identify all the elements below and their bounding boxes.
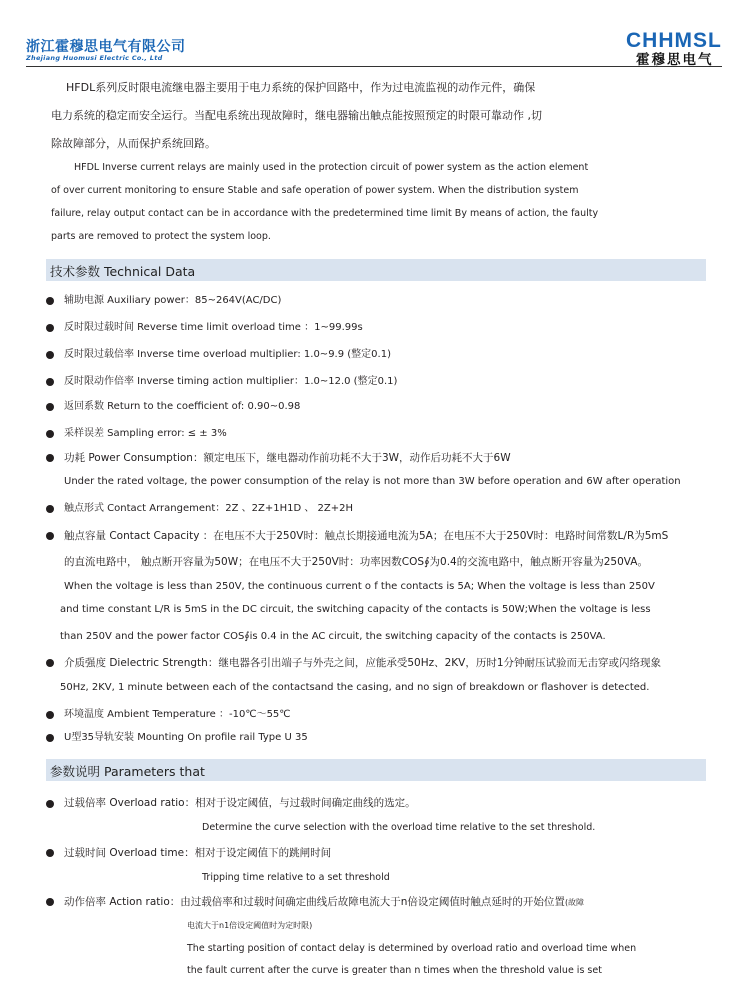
overload-multiplier-item: 反时限过载倍率 Inverse time overload multiplier: 1.0~9.9 (整定0.1) — [64, 349, 391, 360]
company-name-cn: 浙江霍穆思电气有限公司 — [26, 39, 186, 55]
intro-en-line-3: failure, relay output contact can be in accordance with the predetermined time limit By means of action, the faulty — [51, 208, 599, 219]
intro-cn-line-2: 电力系统的稳定而安全运行。当配电系统出现故障时，继电器输出触点能按照预定的时限可靠动作 ,切 — [51, 109, 542, 122]
overload-time-en: Tripping time relative to a set threshold — [202, 872, 390, 883]
contact-arrangement-item: 触点形式 Contact Arrangement：2Z 、2Z+1H1D 、 2Z+2H — [64, 503, 354, 514]
sampling-error-item: 采样误差 Sampling error: ≤ ± 3% — [64, 428, 227, 439]
bullet-icon — [46, 800, 54, 808]
bullet-icon — [46, 711, 54, 719]
bullet-icon — [46, 324, 54, 332]
header-divider — [26, 66, 722, 67]
bullet-icon — [46, 454, 54, 462]
return-coefficient-item: 返回系数 Return to the coefficient of: 0.90~0.98 — [64, 401, 301, 412]
mounting-item: U型35导轨安装 Mounting On profile rail Type U 35 — [64, 732, 308, 743]
action-ratio-cn-text: 动作倍率 Action ratio：由过载倍率和过载时间确定曲线后故障电流大于n倍设定阈值时触点延时的开始位置 — [64, 896, 565, 908]
logo-mark: CHHMSL — [626, 29, 722, 52]
parameters-title: 参数说明 Parameters that — [50, 764, 205, 779]
bullet-icon — [46, 532, 54, 540]
action-ratio-note-b: 电流大于n1倍设定阈值时为定时限) — [187, 921, 313, 930]
bullet-icon — [46, 403, 54, 411]
overload-ratio-en: Determine the curve selection with the overload time relative to the set threshold. — [202, 822, 596, 833]
contact-capacity-en-2: and time constant L/R is 5mS in the DC circuit, the switching capacity of the contacts is 50W;When the voltage is less — [60, 604, 651, 615]
dielectric-strength-en: 50Hz, 2KV, 1 minute between each of the contactsand the casing, and no sign of breakdown or flashover is detected. — [60, 682, 650, 693]
bullet-icon — [46, 430, 54, 438]
logo-text-cn: 霍穆思电气 — [636, 52, 714, 68]
aux-power-item: 辅助电源 Auxiliary power：85~264V(AC/DC) — [64, 295, 282, 306]
power-consumption-en: Under the rated voltage, the power consumption of the relay is not more than 3W before operation and 6W after operation — [64, 476, 681, 487]
reverse-time-item: 反时限过载时间 Reverse time limit overload time ：1~99.99s — [64, 322, 363, 333]
action-ratio-en-1: The starting position of contact delay is determined by overload ratio and overload time when — [187, 943, 637, 954]
bullet-icon — [46, 734, 54, 742]
bullet-icon — [46, 898, 54, 906]
overload-ratio-cn: 过载倍率 Overload ratio：相对于设定阈值，与过载时间确定曲线的选定。 — [64, 797, 416, 809]
intro-cn-line-3: 除故障部分，从而保护系统回路。 — [51, 137, 216, 150]
bullet-icon — [46, 659, 54, 667]
power-consumption-cn: 功耗 Power Consumption：额定电压下，继电器动作前功耗不大于3W，动作后功耗不大于6W — [64, 452, 511, 464]
contact-capacity-en-1: When the voltage is less than 250V, the continuous current o f the contacts is 5A; When the voltage is less than 250V — [64, 581, 655, 592]
overload-time-cn: 过载时间 Overload time：相对于设定阈值下的跳闸时间 — [64, 847, 332, 859]
intro-en-line-4: parts are removed to protect the system loop. — [51, 231, 271, 242]
intro-en-line-2: of over current monitoring to ensure Stable and safe operation of power system. When the distribution system — [51, 185, 579, 196]
technical-data-section — [46, 259, 706, 281]
contact-capacity-en-3: than 250V and the power factor COS∮is 0.4 in the AC circuit, the switching capacity of the contacts is 250VA. — [60, 631, 606, 642]
action-ratio-en-2: the fault current after the curve is greater than n times when the threshold value is set — [187, 965, 602, 976]
brand-logo — [626, 30, 730, 68]
intro-en-line-1: HFDL Inverse current relays are mainly used in the protection circuit of power system as the action element — [74, 162, 589, 173]
bullet-icon — [46, 351, 54, 359]
dielectric-strength-cn: 介质强度 Dielectric Strength：继电器各引出端子与外壳之间，应能承受50Hz、2KV，历时1分钟耐压试验而无击穿或闪络现象 — [64, 657, 662, 669]
bullet-icon — [46, 505, 54, 513]
action-ratio-note-a: (故障 — [564, 898, 585, 907]
parameters-section — [46, 759, 706, 781]
bullet-icon — [46, 297, 54, 305]
intro-cn-line-1: HFDL系列反时限电流继电器主要用于电力系统的保护回路中，作为过电流监视的动作元件，确保 — [66, 81, 536, 94]
company-name-en: Zhejiang Huomusi Electric Co., Ltd — [26, 54, 163, 62]
ambient-temperature-item: 环境温度 Ambient Temperature ：-10℃～55℃ — [64, 709, 291, 720]
action-ratio-cn — [64, 896, 584, 909]
contact-capacity-cn-2: 的直流电路中， 触点断开容量为50W；在电压不大于250V时：功率因数COS∮为0.4的交流电路中，触点断开容量为250VA。 — [64, 556, 648, 568]
technical-data-title: 技术参数 Technical Data — [50, 264, 196, 279]
contact-capacity-cn-1: 触点容量 Contact Capacity ：在电压不大于250V时：触点长期接通电流为5A；在电压不大于250V时：电路时间常数L/R为5mS — [64, 530, 669, 542]
action-multiplier-item: 反时限动作倍率 Inverse timing action multiplier：1.0~12.0 (整定0.1) — [64, 376, 398, 387]
bullet-icon — [46, 849, 54, 857]
bullet-icon — [46, 378, 54, 386]
